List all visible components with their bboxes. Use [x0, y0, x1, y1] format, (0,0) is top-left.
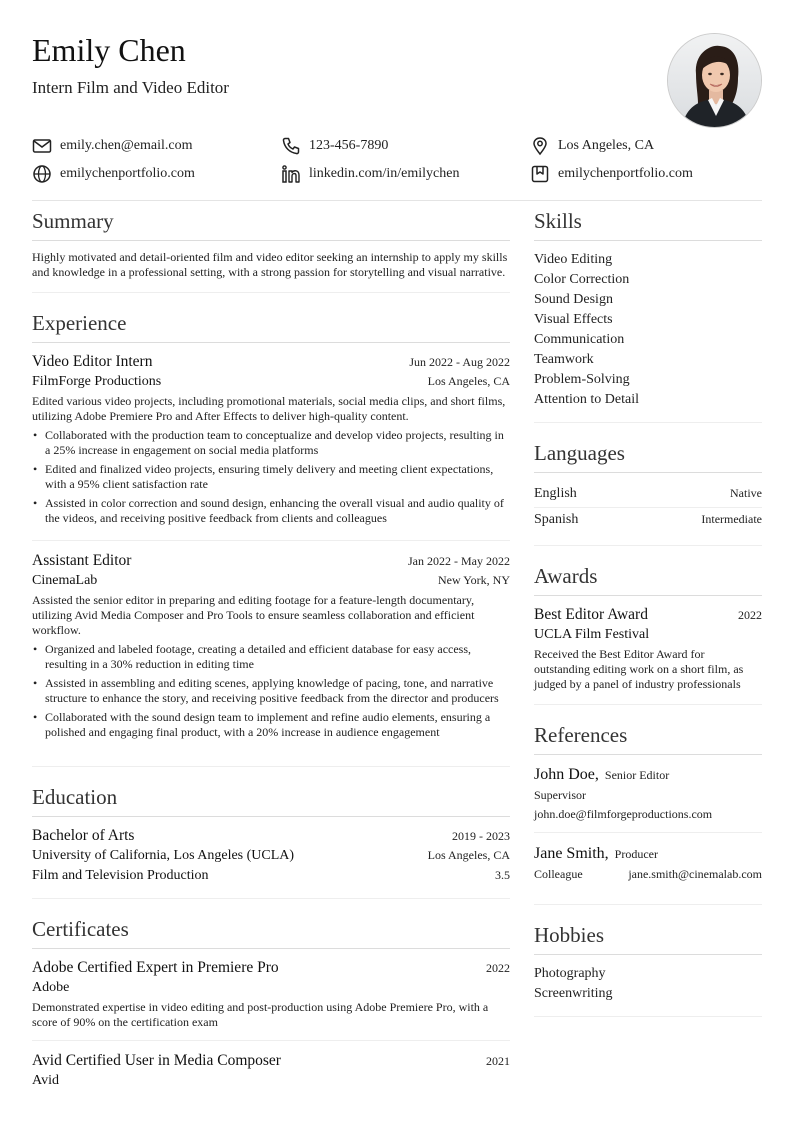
job-description: Edited various video projects, including promotional materials, social media clips, and short films, utilizing Adobe Premiere Pro and After Effects to deliver high-quality content.	[32, 394, 506, 423]
certificates-section	[32, 915, 510, 1113]
certificate-name: Adobe Certified Expert in Premiere Pro	[32, 959, 279, 976]
achievement-item: • Edited and finalized video projects, ensuring timely delivery and meeting client expectations, with a 95% client satisfaction rate	[32, 462, 510, 492]
references-heading: References	[534, 721, 762, 755]
experience-entry	[32, 352, 510, 540]
reference-title: Producer	[614, 847, 658, 861]
awards-section	[534, 562, 762, 705]
job-company: CinemaLab	[32, 573, 98, 588]
skills-heading: Skills	[534, 207, 762, 241]
skill-item: Visual Effects	[534, 312, 613, 327]
education-section	[32, 783, 510, 899]
profile-photo	[667, 33, 762, 128]
job-dates: Jan 2022 - May 2022	[408, 554, 510, 568]
contact-phone-text: 123-456-7890	[309, 138, 389, 153]
phone-icon	[281, 136, 301, 156]
language-level: Intermediate	[701, 512, 762, 526]
reference-relation: Colleague	[534, 867, 583, 881]
job-title: Assistant Editor	[32, 552, 132, 569]
achievement-item: • Organized and labeled footage, creating a detailed and efficient database for easy access, resulting in a 30% reduction in editing time	[32, 642, 510, 672]
contact-linkedin[interactable]	[281, 162, 459, 186]
contact-email[interactable]	[32, 134, 193, 158]
profile-photo-illustration	[668, 34, 762, 128]
summary-section	[32, 207, 510, 293]
contact-website-text: emilychenportfolio.com	[60, 166, 195, 181]
language-level: Native	[730, 486, 762, 500]
reference-entry	[534, 832, 762, 892]
school: University of California, Los Angeles (UCLA)	[32, 848, 295, 863]
contact-portfolio[interactable]	[530, 162, 693, 186]
contact-website[interactable]	[32, 162, 195, 186]
education-heading: Education	[32, 783, 510, 817]
award-year: 2022	[738, 608, 762, 622]
job-location: New York, NY	[437, 573, 510, 587]
skill-item: Color Correction	[534, 272, 630, 287]
certificate-description: Demonstrated expertise in video editing and post-production using Adobe Premiere Pro, with a score of 90% on the certification exam	[32, 1000, 489, 1029]
languages-heading: Languages	[534, 439, 762, 473]
certificate-entry	[32, 958, 510, 1040]
main-column	[32, 207, 510, 1123]
side-column	[534, 207, 762, 1033]
field-of-study: Film and Television Production	[32, 868, 209, 883]
globe-icon	[32, 164, 52, 184]
certificate-issuer: Avid	[32, 1073, 59, 1088]
experience-heading: Experience	[32, 309, 510, 343]
job-achievements	[32, 642, 510, 740]
job-title: Video Editor Intern	[32, 353, 153, 370]
school-location: Los Angeles, CA	[427, 848, 510, 862]
map-pin-icon	[530, 136, 550, 156]
education-dates: 2019 - 2023	[452, 829, 510, 843]
achievement-item: • Assisted in color correction and sound design, enhancing the overall visual and audio quality of the videos, and receiving positive feedback from clients and colleagues	[32, 496, 510, 526]
contact-location	[530, 134, 654, 158]
skill-item: Communication	[534, 332, 625, 347]
reference-email[interactable]: john.doe@filmforgeproductions.com	[534, 807, 713, 821]
certificates-heading: Certificates	[32, 915, 510, 949]
envelope-icon	[32, 136, 52, 156]
experience-section	[32, 309, 510, 767]
award-description: Received the Best Editor Award for outstanding editing work on a short film, as judged by a panel of industry professionals	[534, 647, 744, 691]
references-section	[534, 721, 762, 905]
candidate-role: Intern Film and Video Editor	[32, 78, 229, 97]
reference-relation: Supervisor	[534, 788, 586, 802]
experience-entry	[32, 540, 510, 754]
reference-name: John Doe,	[534, 766, 599, 783]
resume-page	[32, 0, 762, 1123]
contact-linkedin-text: linkedin.com/in/emilychen	[309, 166, 460, 181]
award-name: Best Editor Award	[534, 606, 648, 623]
skill-item: Sound Design	[534, 292, 613, 307]
skill-item: Problem-Solving	[534, 372, 630, 387]
certificate-name: Avid Certified User in Media Composer	[32, 1052, 281, 1069]
job-company: FilmForge Productions	[32, 374, 162, 389]
header-divider	[32, 200, 762, 201]
hobby-item: Photography	[534, 966, 606, 981]
reference-title: Senior Editor	[604, 768, 670, 782]
contact-portfolio-text: emilychenportfolio.com	[558, 166, 693, 181]
certificate-year: 2022	[486, 961, 510, 975]
contact-location-text: Los Angeles, CA	[558, 138, 655, 153]
job-location: Los Angeles, CA	[427, 374, 510, 388]
achievement-item: • Collaborated with the production team to conceptualize and develop video projects, resulting in a 25% increase in engagement on social media platforms	[32, 428, 510, 458]
achievement-item: • Assisted in assembling and editing scenes, applying knowledge of pacing, tone, and narrative structure to enhance the story, and receiving positive feedback from the director and producers	[32, 676, 510, 706]
hobbies-section	[534, 921, 762, 1017]
language-name: English	[534, 486, 577, 501]
skills-section	[534, 207, 762, 423]
achievement-item: • Collaborated with the sound design team to implement and refine audio elements, ensuring a polished and engaging final product, with a 20% increase in audience engagement	[32, 710, 510, 740]
contact-email-text: emily.chen@email.com	[60, 138, 193, 153]
language-item	[534, 507, 762, 533]
contact-phone[interactable]	[281, 134, 388, 158]
reference-name: Jane Smith,	[534, 845, 609, 862]
gpa: 3.5	[495, 868, 510, 882]
awards-heading: Awards	[534, 562, 762, 596]
hobbies-heading: Hobbies	[534, 921, 762, 955]
job-description: Assisted the senior editor in preparing and editing footage for a feature-length documentary, utilizing Avid Media Composer and Pro Tools to ensure seamless collaboration and efficient workflow.	[32, 593, 475, 637]
candidate-name: Emily Chen	[32, 32, 186, 68]
language-name: Spanish	[534, 512, 579, 527]
reference-email[interactable]: jane.smith@cinemalab.com	[628, 867, 762, 881]
certificate-issuer: Adobe	[32, 980, 70, 995]
reference-entry	[534, 764, 762, 832]
summary-heading: Summary	[32, 207, 510, 241]
certificate-year: 2021	[486, 1054, 510, 1068]
degree: Bachelor of Arts	[32, 827, 135, 844]
certificate-entry	[32, 1040, 510, 1101]
job-dates: Jun 2022 - Aug 2022	[409, 355, 510, 369]
summary-text: Highly motivated and detail-oriented film and video editor seeking an internship to apply my skills and knowledge in a professional setting, with a strong passion for storytelling and visual narrative.	[32, 250, 508, 279]
bookmark-square-icon	[530, 164, 550, 184]
linkedin-icon	[281, 164, 301, 184]
skill-item: Attention to Detail	[534, 392, 639, 407]
job-achievements	[32, 428, 510, 526]
skill-item: Teamwork	[534, 352, 594, 367]
languages-section	[534, 439, 762, 546]
award-issuer: UCLA Film Festival	[534, 627, 650, 642]
hobby-item: Screenwriting	[534, 986, 613, 1001]
skill-item: Video Editing	[534, 252, 613, 267]
language-item	[534, 482, 762, 507]
